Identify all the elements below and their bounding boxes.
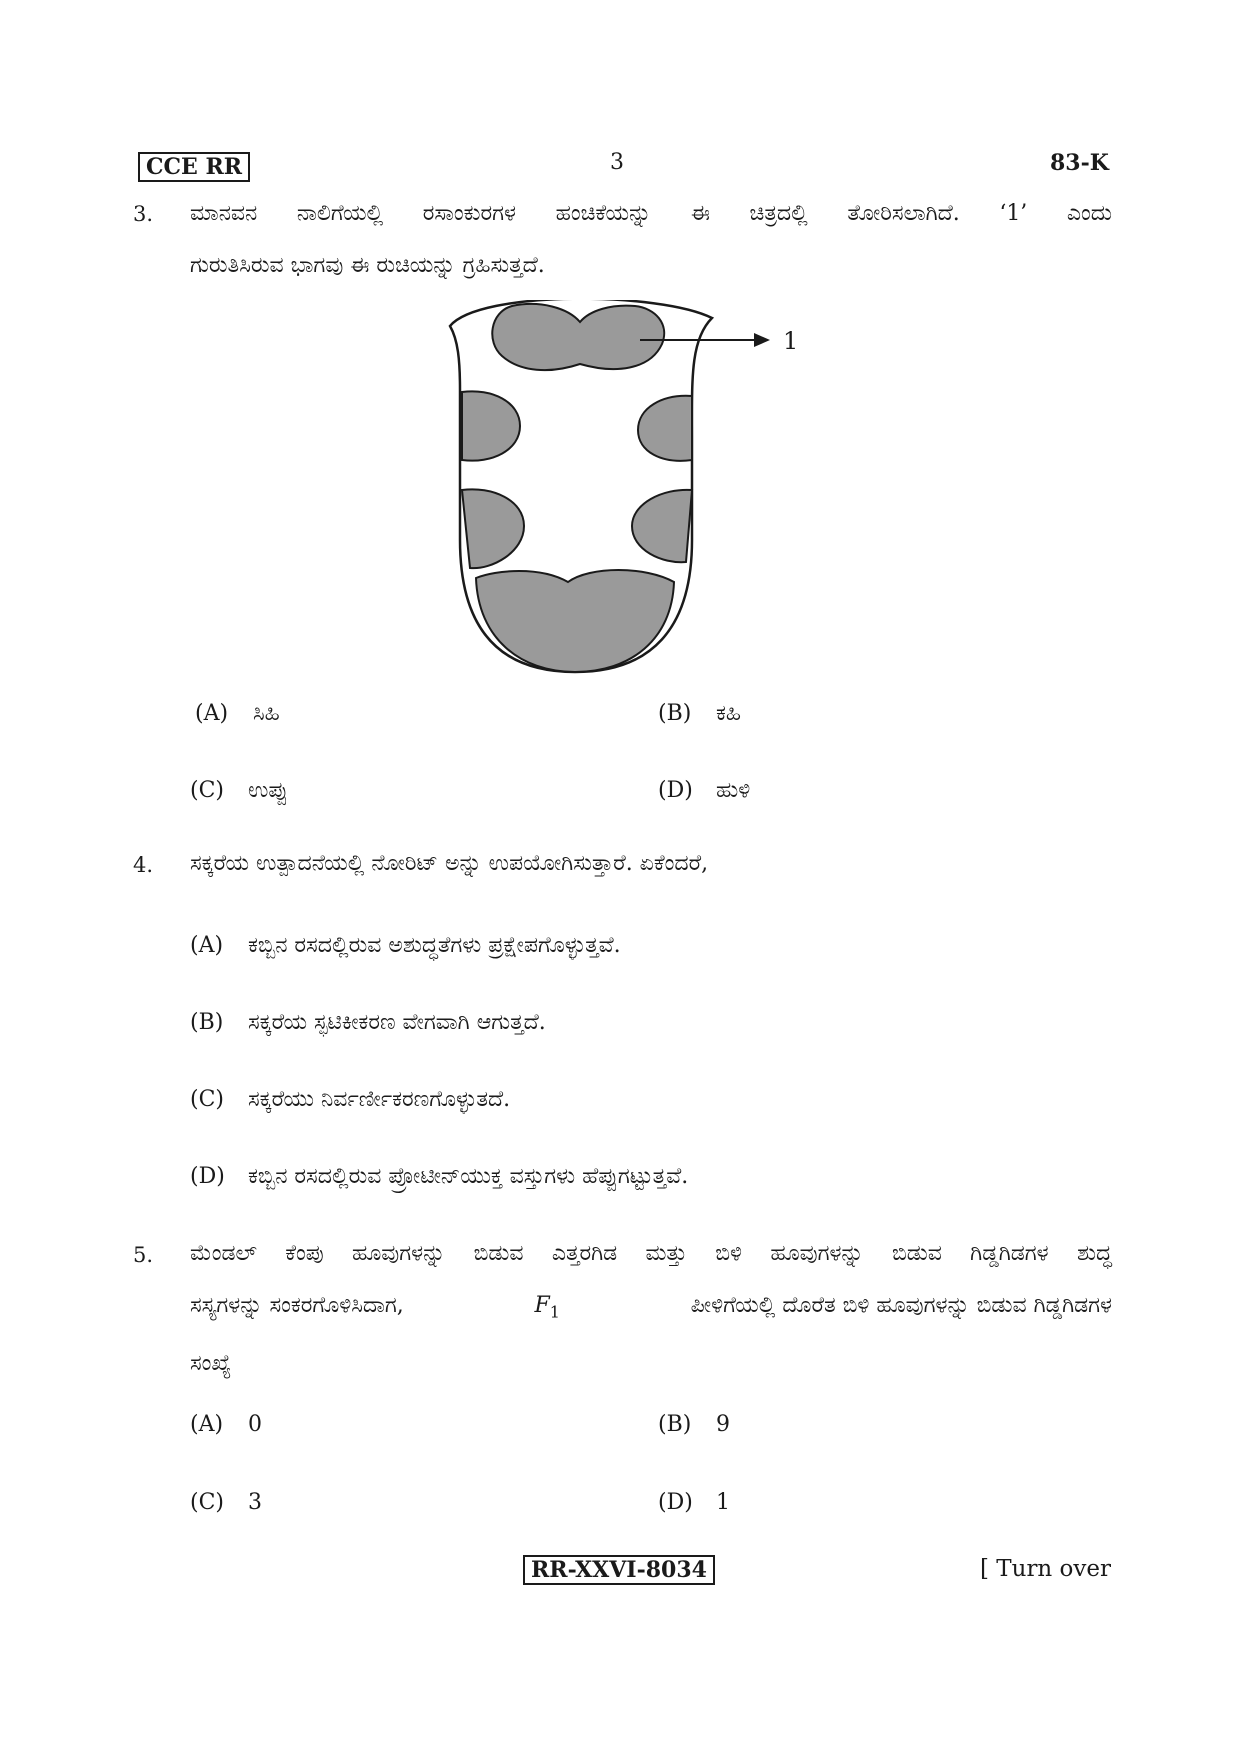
question-5-text [190, 1228, 1112, 1390]
question-5-number: 5. [133, 1243, 154, 1267]
option-label: (B) [658, 701, 692, 726]
option-text: 9 [716, 1412, 730, 1437]
f-symbol: F [534, 1293, 550, 1318]
turn-over-note: [ Turn over [980, 1556, 1112, 1582]
q3-option-c[interactable] [190, 778, 288, 803]
booklet-code-badge: RR-XXVI-8034 [523, 1555, 715, 1585]
option-label: (B) [190, 1010, 224, 1035]
question-5-line-2-end: ಪೀಳಿಗೆಯಲ್ಲಿ ದೊರೆತ ಬಿಳಿ ಹೂವುಗಳನ್ನು ಬಿಡುವ ಗಿಡ್ಡಗಿಡಗಳ [690, 1293, 1112, 1318]
tongue-zone-back [476, 570, 674, 672]
q4-option-a[interactable] [190, 933, 621, 958]
question-3-number: 3. [133, 202, 154, 226]
q5-option-a[interactable] [190, 1412, 262, 1437]
option-text: ಸಕ್ಕರೆಯ ಸ್ಫಟಿಕೀಕರಣ ವೇಗವಾಗಿ ಆಗುತ್ತದೆ. [248, 1010, 546, 1035]
option-text: ಹುಳಿ [716, 778, 751, 803]
option-label: (C) [190, 1087, 224, 1112]
q3-option-b[interactable] [658, 701, 741, 726]
q4-option-c[interactable] [190, 1087, 510, 1112]
question-3-line-1: ಮಾನವನ ನಾಲಿಗೆಯಲ್ಲಿ ರಸಾಂಕುರಗಳ ಹಂಚಿಕೆಯನ್ನು ಈ ಚಿತ್ರದಲ್ಲಿ ತೋರಿಸಲಾಗಿದೆ. ‘1’ ಎಂದು [190, 201, 1112, 226]
option-text: ಸಕ್ಕರೆಯು ನಿರ್ವರ್ಣೀಕರಣಗೊಳ್ಳುತದೆ. [248, 1087, 511, 1112]
option-text: ಕಬ್ಬಿನ ರಸದಲ್ಲಿರುವ ಅಶುದ್ಧತೆಗಳು ಪ್ರಕ್ಷೇಪಗೊಳ್ಳುತ್ತವೆ. [248, 933, 621, 958]
question-5-line-2 [190, 1280, 1112, 1338]
tongue-taste-zones-figure [440, 300, 820, 680]
option-text: ಸಿಹಿ [253, 701, 280, 726]
figure-label-1: 1 [783, 327, 799, 355]
option-label: (A) [190, 933, 224, 958]
option-label: (A) [190, 1412, 224, 1437]
option-text: 3 [248, 1490, 262, 1515]
option-label: (D) [190, 1164, 225, 1189]
q4-option-d[interactable] [190, 1164, 688, 1189]
subject-code: 83-K [1050, 150, 1109, 176]
q5-option-b[interactable] [658, 1412, 730, 1437]
question-5-line-1: ಮೆಂಡಲ್ ಕೆಂಪು ಹೂವುಗಳನ್ನು ಬಿಡುವ ಎತ್ತರಗಿಡ ಮತ್ತು ಬಿಳಿ ಹೂವುಗಳನ್ನು ಬಿಡುವ ಗಿಡ್ಡಗಿಡಗಳ ಶುದ್ಧ [190, 1241, 1112, 1266]
q4-option-b[interactable] [190, 1010, 546, 1035]
option-label: (C) [190, 778, 224, 803]
option-label: (A) [195, 701, 229, 726]
option-label: (B) [658, 1412, 692, 1437]
paper-code-badge: CCE RR [138, 152, 250, 182]
question-5-line-2-start: ಸಸ್ಯಗಳನ್ನು ಸಂಕರಗೊಳಿಸಿದಾಗ, [190, 1293, 404, 1318]
q5-option-d[interactable] [658, 1490, 730, 1515]
label-1-arrowhead [754, 333, 770, 347]
q3-option-a[interactable] [195, 701, 280, 726]
option-text: 0 [248, 1412, 262, 1437]
option-text: 1 [716, 1490, 730, 1515]
option-label: (C) [190, 1490, 224, 1515]
question-3-line-2: ಗುರುತಿಸಿರುವ ಭಾಗವು ಈ ರುಚಿಯನ್ನು ಗ್ರಹಿಸುತ್ತದೆ. [190, 253, 545, 278]
option-text: ಕಹಿ [716, 701, 742, 726]
option-text: ಉಪ್ಪು [248, 778, 288, 803]
question-4-text: ಸಕ್ಕರೆಯ ಉತ್ಪಾದನೆಯಲ್ಲಿ ನೋರಿಟ್ ಅನ್ನು ಉಪಯೋಗಿಸುತ್ತಾರೆ. ಏಕೆಂದರೆ, [190, 851, 709, 876]
question-3-text [190, 188, 1112, 292]
option-label: (D) [658, 778, 693, 803]
option-text: ಕಬ್ಬಿನ ರಸದಲ್ಲಿರುವ ಪ್ರೋಟೀನ್‌ಯುಕ್ತ ವಸ್ತುಗಳು ಹೆಪ್ಪುಗಟ್ಟುತ್ತವೆ. [248, 1164, 689, 1189]
question-5-line-3: ಸಂಖ್ಯೆ [190, 1351, 232, 1377]
f1-generation-symbol [534, 1280, 559, 1338]
f-subscript: 1 [549, 1302, 560, 1322]
option-label: (D) [658, 1490, 693, 1515]
q3-option-d[interactable] [658, 778, 750, 803]
page-number: 3 [610, 150, 624, 175]
question-4-number: 4. [133, 853, 154, 877]
q5-option-c[interactable] [190, 1490, 262, 1515]
